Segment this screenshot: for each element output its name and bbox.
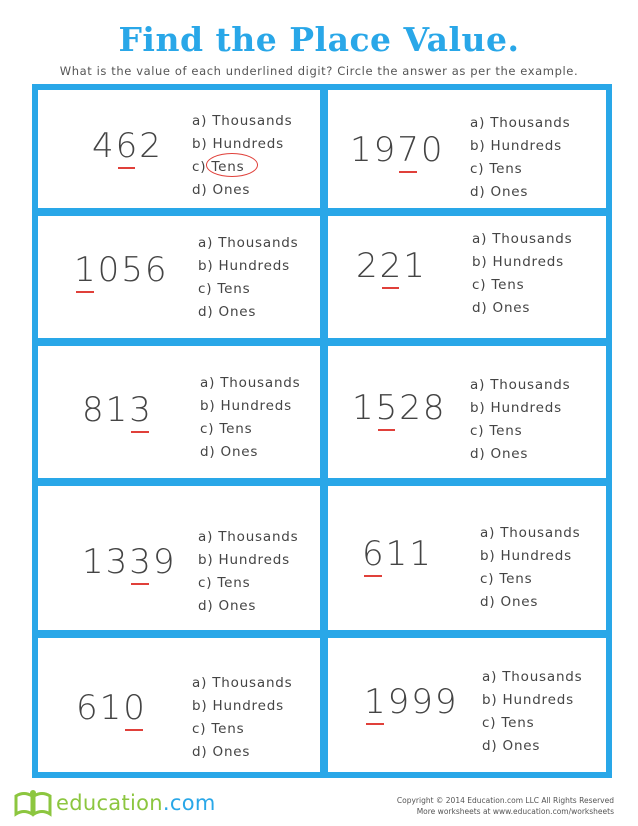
answer-options [198,232,299,324]
underlined-digit: 7 [397,130,421,170]
problem-number: 1999 [364,682,459,722]
underlined-digit: 6 [115,126,140,166]
answer-option[interactable]: a) Thousands [470,377,571,393]
problem-cell [328,216,606,338]
problem-number: 1056 [74,250,169,290]
problem-cell [38,90,320,208]
underlined-digit: 5 [375,388,400,428]
answer-options [192,110,293,202]
problem-cell [38,346,320,478]
underlined-digit: 3 [129,542,153,582]
problem-number: 1528 [352,388,447,428]
worksheet-grid [32,84,612,778]
answer-option[interactable]: a) Thousands [480,525,581,541]
answer-option[interactable]: b) Hundreds [472,254,564,270]
brand-name: education.com [56,791,216,815]
answer-option[interactable]: b) Hundreds [200,398,292,414]
answer-option[interactable]: d) Ones [472,300,531,316]
underlined-digit: 1 [74,250,98,290]
answer-option[interactable]: a) Thousands [192,675,293,691]
answer-option[interactable]: b) Hundreds [470,138,562,154]
answer-option[interactable]: d) Ones [192,182,251,198]
answer-option[interactable]: c) Tens [472,277,525,293]
answer-option[interactable]: a) Thousands [470,115,571,131]
answer-option[interactable]: b) Hundreds [480,548,572,564]
problem-cell [328,90,606,208]
answer-option[interactable]: b) Hundreds [470,400,562,416]
answer-option[interactable]: a) Thousands [200,375,301,391]
answer-option[interactable]: d) Ones [192,744,251,760]
answer-options [472,228,573,320]
underlined-digit: 2 [379,246,404,286]
answer-option[interactable]: a) Thousands [198,235,299,251]
answer-option[interactable]: d) Ones [470,446,529,462]
answer-option[interactable]: c) Tens [470,423,523,439]
answer-option[interactable]: c) Tens [198,281,251,297]
more-worksheets-text: More worksheets at www.education.com/worksheets [416,807,614,816]
answer-options [480,522,581,614]
page-title: Find the Place Value. [118,20,520,59]
answer-option[interactable]: c) Tens [200,421,253,437]
book-icon [12,788,54,818]
answer-option[interactable]: c) Tens [480,571,533,587]
answer-option[interactable]: d) Ones [198,304,257,320]
answer-option[interactable]: a) Thousands [472,231,573,247]
underlined-digit: 0 [123,688,147,728]
instructions: What is the value of each underlined digit? Circle the answer as per the example. [59,64,579,78]
answer-option[interactable]: a) Thousands [198,529,299,545]
answer-option[interactable]: d) Ones [470,184,529,200]
answer-option[interactable]: d) Ones [480,594,539,610]
answer-option[interactable]: d) Ones [200,444,259,460]
problem-number: 221 [356,246,427,286]
answer-option[interactable]: c) Tens [482,715,535,731]
answer-option[interactable]: a) Thousands [192,113,293,129]
problem-cell [328,638,606,772]
answer-option[interactable]: c) Tens [198,575,251,591]
problem-number: 813 [82,390,153,430]
underlined-digit: 1 [364,682,388,722]
answer-options [470,112,571,204]
problem-cell [328,346,606,478]
answer-option[interactable]: b) Hundreds [192,136,284,152]
answer-option[interactable]: b) Hundreds [482,692,574,708]
underlined-digit: 3 [129,390,153,430]
answer-option[interactable]: c) Tens [192,721,245,737]
problem-cell [38,486,320,630]
answer-options [200,372,301,464]
answer-option[interactable]: a) Thousands [482,669,583,685]
problem-number: 1970 [350,130,445,170]
problem-number: 611 [362,534,433,574]
answer-options [198,526,299,618]
answer-option[interactable]: c) Tens [470,161,523,177]
answer-options [192,672,293,764]
answer-options [470,374,571,466]
problem-cell [38,638,320,772]
footer [397,795,614,817]
brand-logo [12,788,216,818]
answer-option[interactable]: c) Tens [192,156,293,179]
answer-options [482,666,583,758]
problem-cell [328,486,606,630]
problem-number: 1339 [82,542,177,582]
copyright-text: Copyright © 2014 Education.com LLC All Rights Reserved [396,796,614,805]
problem-number: 462 [92,126,163,166]
answer-option[interactable]: b) Hundreds [198,552,290,568]
problem-number: 610 [76,688,147,728]
answer-option[interactable]: d) Ones [482,738,541,754]
answer-option[interactable]: b) Hundreds [192,698,284,714]
answer-option[interactable]: d) Ones [198,598,257,614]
problem-cell [38,216,320,338]
answer-option[interactable]: b) Hundreds [198,258,290,274]
underlined-digit: 6 [362,534,386,574]
